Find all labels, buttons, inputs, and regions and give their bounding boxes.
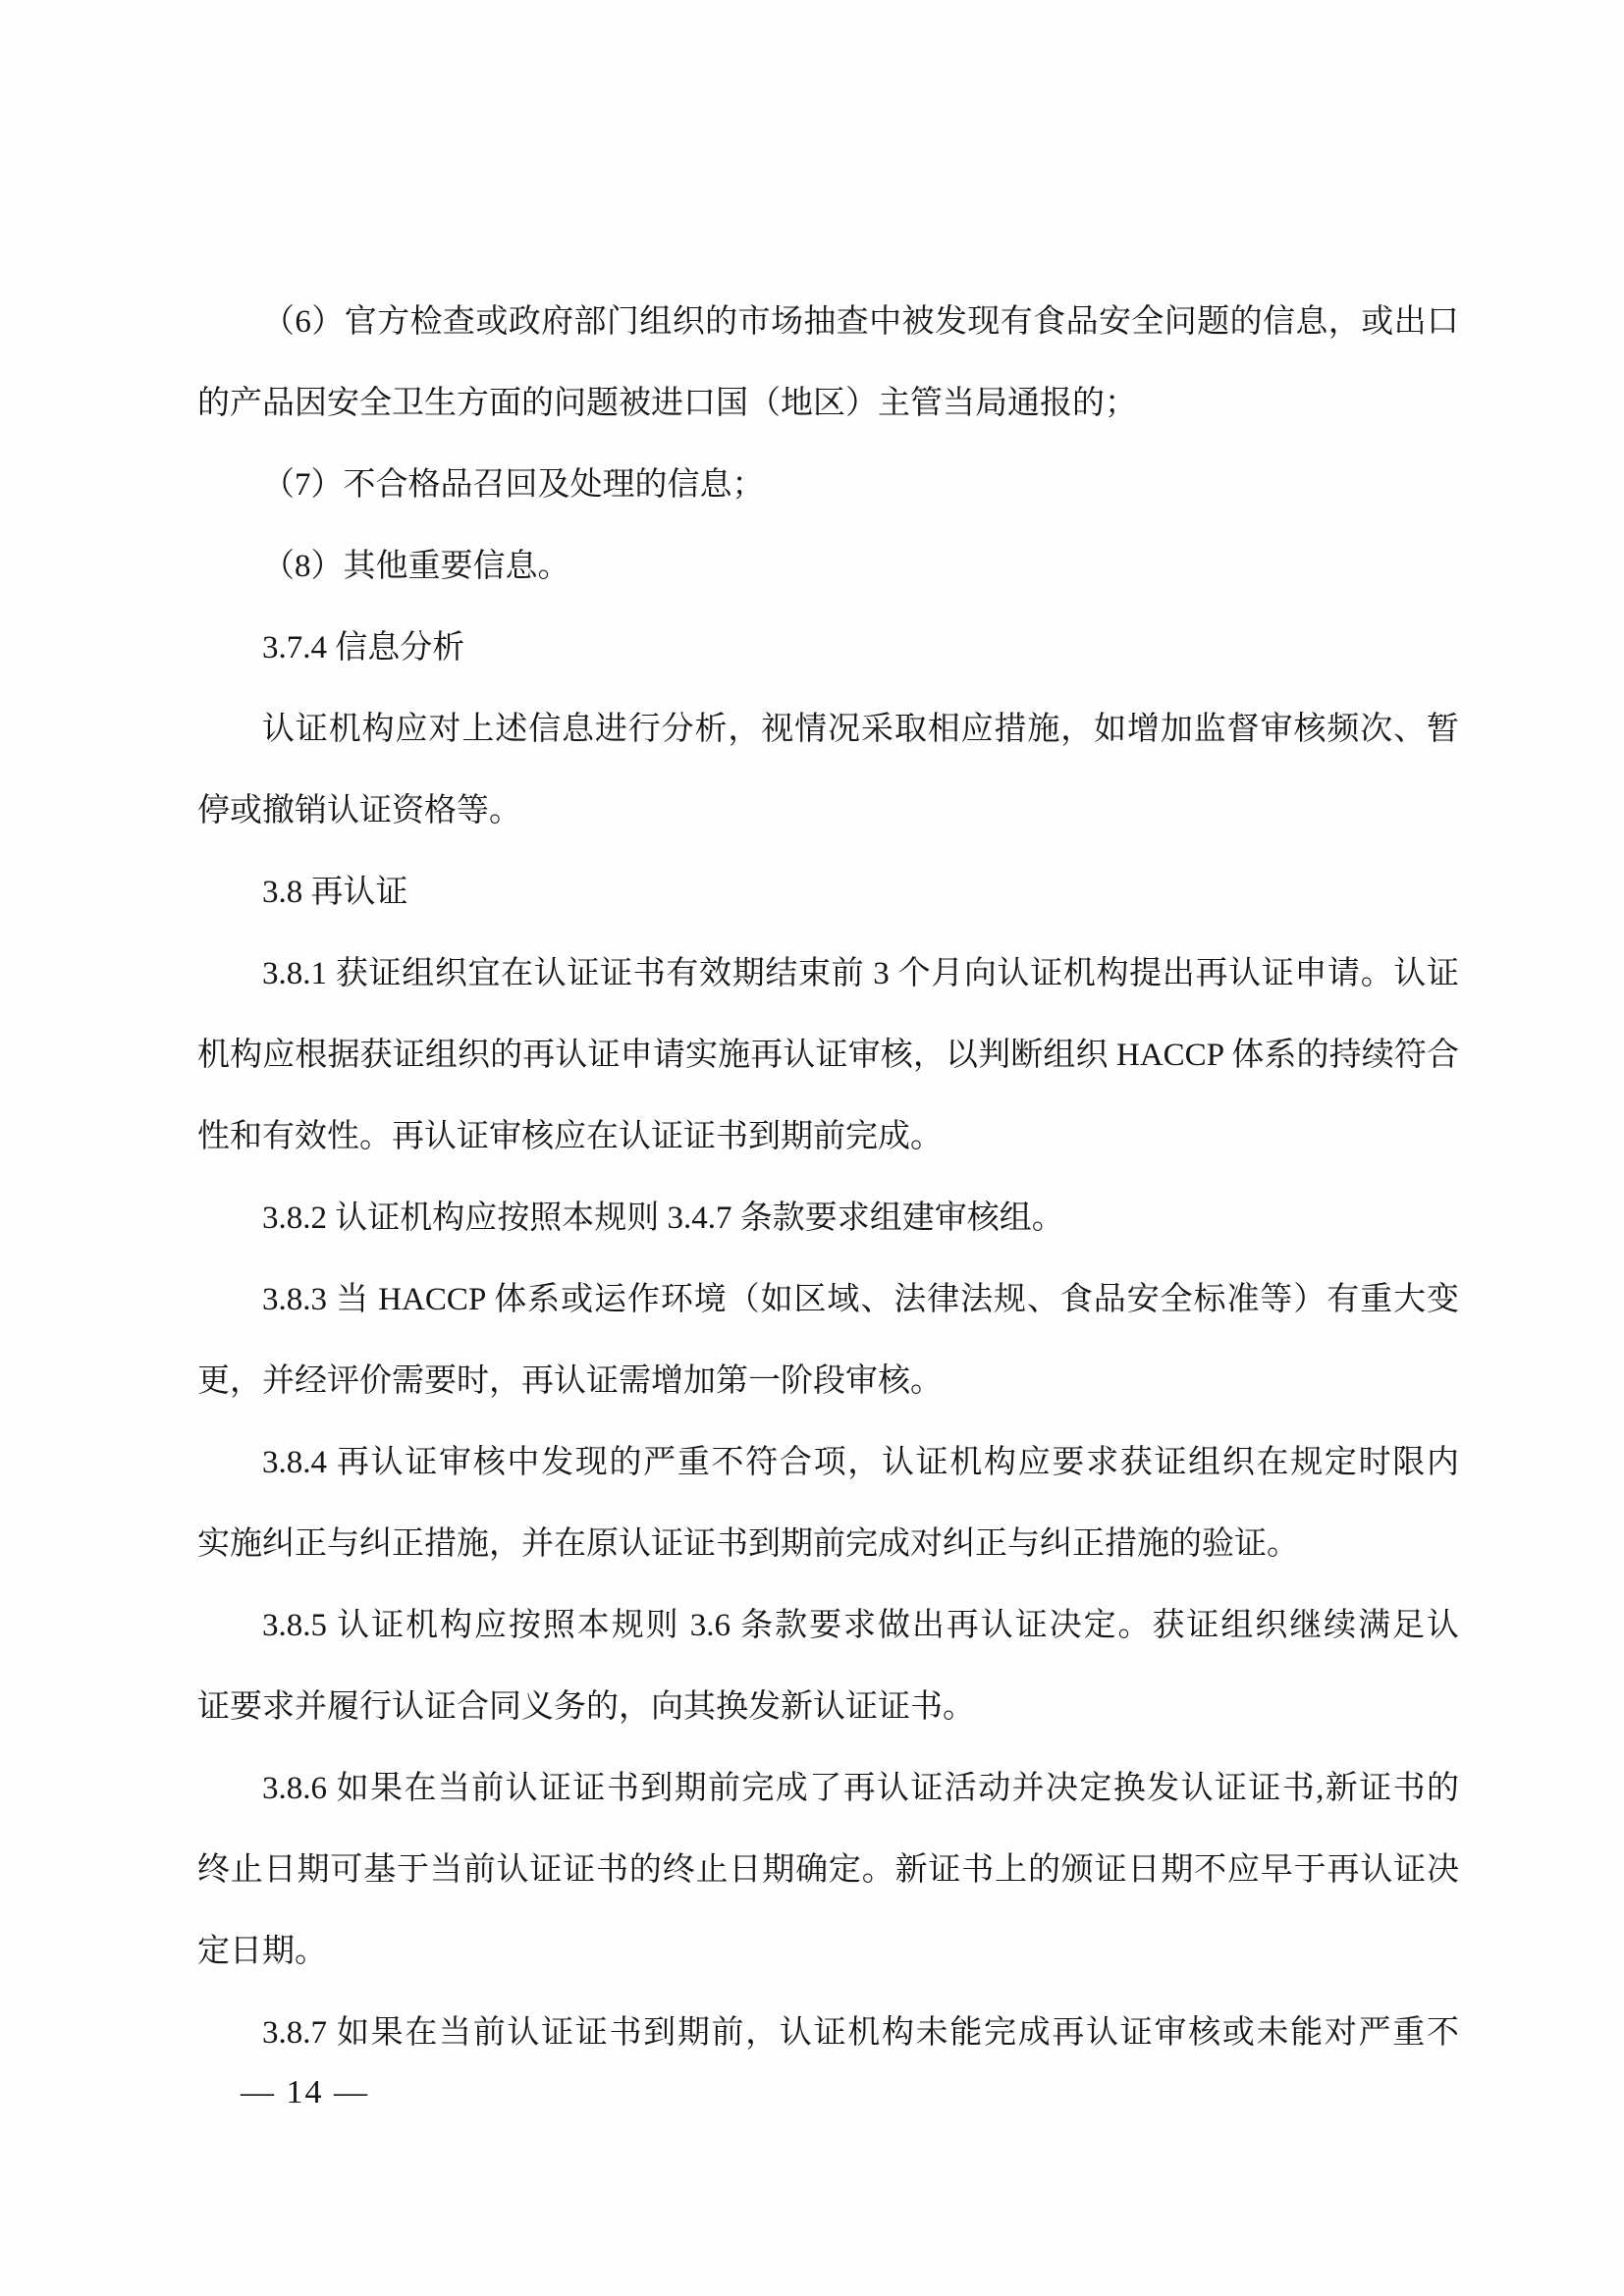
paragraph-item-8 (197, 526, 1459, 608)
paragraph-para-3-8-2 (197, 1178, 1459, 1259)
paragraph-para-3-8-5 (197, 1585, 1459, 1748)
text-line: 3.8.1 获证组织宜在认证证书有效期结束前 3 个月向认证机构提出再认证申请。认证 (262, 956, 1459, 991)
paragraph-para-3-8-1 (197, 934, 1459, 1178)
text-line: 3.8 再认证 (262, 875, 408, 910)
text-line: 3.8.7 如果在当前认证证书到期前，认证机构未能完成再认证审核或未能对严重不 (262, 2015, 1459, 2051)
text-line: 3.8.4 再认证审核中发现的严重不符合项，认证机构应要求获证组织在规定时限内 (262, 1445, 1459, 1480)
text-line: （7）不合格品召回及处理的信息； (262, 467, 765, 503)
paragraph-para-3-7-4 (197, 689, 1459, 852)
text-line: 终止日期可基于当前认证证书的终止日期确定。新证书上的颁证日期不应早于再认证决 (197, 1852, 1459, 1888)
text-line: 机构应根据获证组织的再认证申请实施再认证审核，以判断组织 HACCP 体系的持续符合 (197, 1038, 1459, 1073)
paragraph-item-7 (197, 445, 1459, 526)
paragraph-para-3-8-4 (197, 1422, 1459, 1585)
text-line: 3.8.5 认证机构应按照本规则 3.6 条款要求做出再认证决定。获证组织继续满足认 (262, 1608, 1459, 1643)
text-line: 更，并经评价需要时，再认证需增加第一阶段审核。 (197, 1363, 943, 1399)
text-line: （8）其他重要信息。 (262, 549, 570, 584)
text-line: 的产品因安全卫生方面的问题被进口国（地区）主管当局通报的； (197, 386, 1137, 421)
text-line: 性和有效性。再认证审核应在认证证书到期前完成。 (197, 1119, 943, 1154)
paragraph-para-3-8-6 (197, 1748, 1459, 1993)
text-line: 3.8.6 如果在当前认证证书到期前完成了再认证活动并决定换发认证证书,新证书的 (262, 1771, 1459, 1806)
text-line: 3.8.2 认证机构应按照本规则 3.4.7 条款要求组建审核组。 (262, 1201, 1064, 1236)
text-line: 3.8.3 当 HACCP 体系或运作环境（如区域、法律法规、食品安全标准等）有重大变 (262, 1282, 1459, 1317)
paragraph-heading-3-8 (197, 852, 1459, 934)
paragraph-heading-3-7-4 (197, 608, 1459, 689)
text-line: 3.7.4 信息分析 (262, 630, 465, 666)
text-line: 停或撤销认证资格等。 (197, 793, 521, 828)
paragraph-para-3-8-3 (197, 1259, 1459, 1422)
paragraph-item-6 (197, 282, 1459, 445)
text-line: 实施纠正与纠正措施，并在原认证证书到期前完成对纠正与纠正措施的验证。 (197, 1526, 1299, 1562)
document-body (197, 282, 1459, 2074)
page-number: — 14 — (241, 2074, 369, 2110)
text-line: 认证机构应对上述信息进行分析，视情况采取相应措施，如增加监督审核频次、暂 (262, 712, 1459, 747)
paragraph-para-3-8-7 (197, 1993, 1459, 2074)
text-line: 定日期。 (197, 1934, 327, 1969)
text-line: 证要求并履行认证合同义务的，向其换发新认证证书。 (197, 1689, 975, 1725)
text-line: （6）官方检查或政府部门组织的市场抽查中被发现有食品安全问题的信息，或出口 (262, 304, 1459, 340)
